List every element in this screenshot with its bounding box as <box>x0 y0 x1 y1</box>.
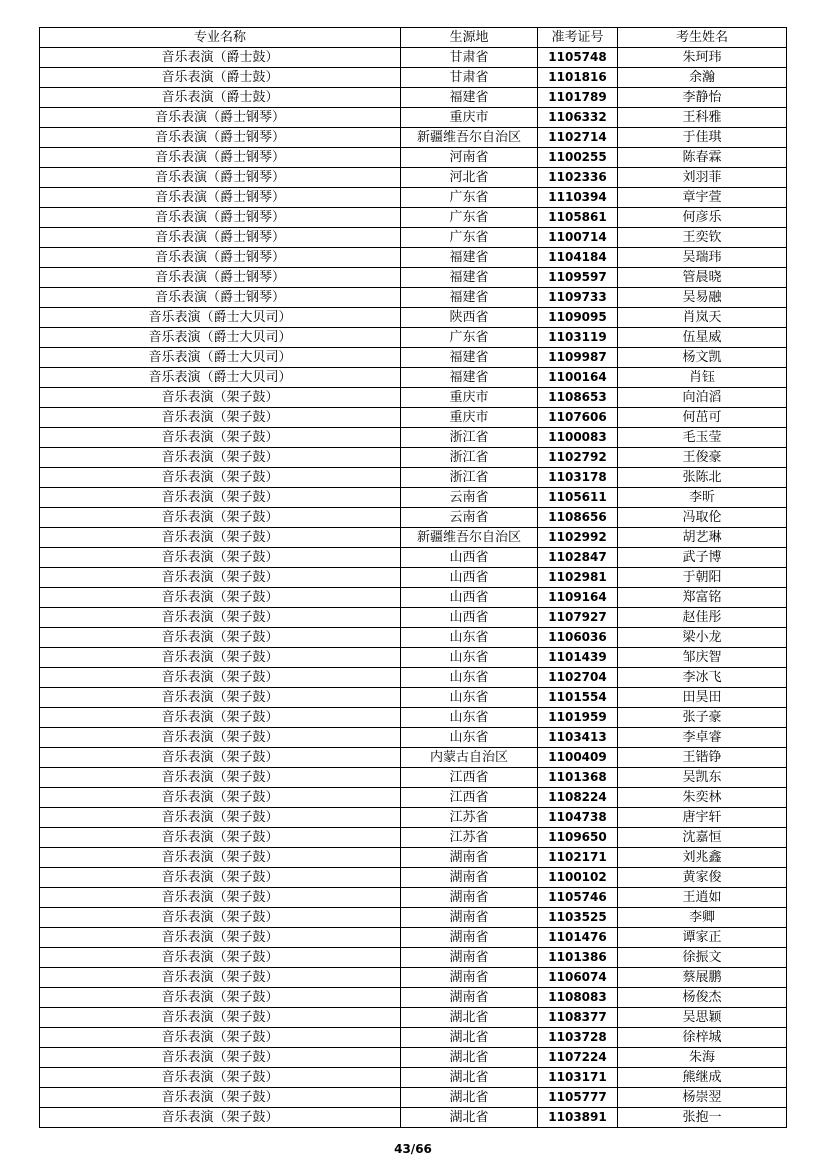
cell-exam-id: 1105611 <box>538 488 618 508</box>
table-body <box>40 48 787 1128</box>
cell-exam-id: 1103728 <box>538 1028 618 1048</box>
cell-major: 音乐表演（架子鼓） <box>40 768 401 788</box>
admission-list-table <box>39 27 787 1128</box>
cell-origin: 广东省 <box>401 228 538 248</box>
table-row <box>40 988 787 1008</box>
cell-major: 音乐表演（爵士钢琴） <box>40 148 401 168</box>
table-row <box>40 68 787 88</box>
cell-exam-id: 1101368 <box>538 768 618 788</box>
table-row <box>40 628 787 648</box>
cell-exam-id: 1102171 <box>538 848 618 868</box>
cell-name: 于朝阳 <box>618 568 787 588</box>
cell-name: 冯取伦 <box>618 508 787 528</box>
cell-major: 音乐表演（爵士钢琴） <box>40 248 401 268</box>
table-row <box>40 388 787 408</box>
cell-origin: 湖南省 <box>401 928 538 948</box>
cell-name: 肖钰 <box>618 368 787 388</box>
cell-name: 杨文凯 <box>618 348 787 368</box>
cell-origin: 湖北省 <box>401 1108 538 1128</box>
table-row <box>40 268 787 288</box>
cell-name: 胡艺琳 <box>618 528 787 548</box>
table-row <box>40 908 787 928</box>
table-row <box>40 768 787 788</box>
cell-major: 音乐表演（爵士大贝司） <box>40 348 401 368</box>
table-row <box>40 868 787 888</box>
cell-name: 管晨晓 <box>618 268 787 288</box>
cell-name: 张陈北 <box>618 468 787 488</box>
cell-major: 音乐表演（架子鼓） <box>40 448 401 468</box>
table-row <box>40 228 787 248</box>
cell-name: 何彦乐 <box>618 208 787 228</box>
cell-exam-id: 1105861 <box>538 208 618 228</box>
table-row <box>40 968 787 988</box>
table-row <box>40 128 787 148</box>
table-row <box>40 548 787 568</box>
cell-major: 音乐表演（爵士大贝司） <box>40 328 401 348</box>
cell-exam-id: 1103119 <box>538 328 618 348</box>
cell-major: 音乐表演（架子鼓） <box>40 428 401 448</box>
cell-name: 熊继成 <box>618 1068 787 1088</box>
cell-major: 音乐表演（爵士钢琴） <box>40 168 401 188</box>
table-row <box>40 148 787 168</box>
cell-major: 音乐表演（爵士钢琴） <box>40 128 401 148</box>
cell-origin: 甘肃省 <box>401 68 538 88</box>
cell-major: 音乐表演（架子鼓） <box>40 828 401 848</box>
table-header-row <box>40 28 787 48</box>
cell-origin: 新疆维吾尔自治区 <box>401 128 538 148</box>
cell-major: 音乐表演（架子鼓） <box>40 468 401 488</box>
cell-name: 朱珂玮 <box>618 48 787 68</box>
cell-exam-id: 1100714 <box>538 228 618 248</box>
cell-exam-id: 1100164 <box>538 368 618 388</box>
cell-origin: 湖北省 <box>401 1008 538 1028</box>
cell-exam-id: 1102792 <box>538 448 618 468</box>
cell-exam-id: 1102704 <box>538 668 618 688</box>
cell-origin: 福建省 <box>401 248 538 268</box>
cell-name: 谭家正 <box>618 928 787 948</box>
table-row <box>40 1028 787 1048</box>
cell-major: 音乐表演（架子鼓） <box>40 708 401 728</box>
cell-origin: 山东省 <box>401 648 538 668</box>
cell-major: 音乐表演（爵士钢琴） <box>40 108 401 128</box>
cell-exam-id: 1108224 <box>538 788 618 808</box>
cell-exam-id: 1102336 <box>538 168 618 188</box>
cell-origin: 湖北省 <box>401 1028 538 1048</box>
cell-exam-id: 1107927 <box>538 608 618 628</box>
cell-origin: 云南省 <box>401 508 538 528</box>
table-row <box>40 948 787 968</box>
cell-major: 音乐表演（爵士钢琴） <box>40 268 401 288</box>
table-row <box>40 588 787 608</box>
cell-origin: 山东省 <box>401 728 538 748</box>
cell-name: 邹庆智 <box>618 648 787 668</box>
cell-major: 音乐表演（爵士钢琴） <box>40 188 401 208</box>
cell-name: 毛玉莹 <box>618 428 787 448</box>
table-row <box>40 1008 787 1028</box>
cell-origin: 福建省 <box>401 348 538 368</box>
cell-exam-id: 1101789 <box>538 88 618 108</box>
cell-name: 李卿 <box>618 908 787 928</box>
cell-major: 音乐表演（架子鼓） <box>40 408 401 428</box>
table-row <box>40 928 787 948</box>
table-row <box>40 428 787 448</box>
cell-origin: 江西省 <box>401 768 538 788</box>
cell-major: 音乐表演（爵士钢琴） <box>40 288 401 308</box>
cell-name: 吴瑞玮 <box>618 248 787 268</box>
table-row <box>40 568 787 588</box>
cell-origin: 甘肃省 <box>401 48 538 68</box>
cell-origin: 湖南省 <box>401 968 538 988</box>
table-row <box>40 668 787 688</box>
cell-origin: 山西省 <box>401 548 538 568</box>
table-row <box>40 1068 787 1088</box>
table-row <box>40 1048 787 1068</box>
cell-name: 刘兆鑫 <box>618 848 787 868</box>
table-row <box>40 1108 787 1128</box>
cell-exam-id: 1106036 <box>538 628 618 648</box>
table-row <box>40 348 787 368</box>
cell-name: 刘羽菲 <box>618 168 787 188</box>
cell-exam-id: 1106332 <box>538 108 618 128</box>
cell-name: 章宇萱 <box>618 188 787 208</box>
cell-major: 音乐表演（爵士大贝司） <box>40 368 401 388</box>
cell-major: 音乐表演（架子鼓） <box>40 668 401 688</box>
cell-major: 音乐表演（架子鼓） <box>40 588 401 608</box>
cell-major: 音乐表演（架子鼓） <box>40 848 401 868</box>
cell-exam-id: 1103525 <box>538 908 618 928</box>
cell-name: 肖岚天 <box>618 308 787 328</box>
table-row <box>40 368 787 388</box>
cell-exam-id: 1101439 <box>538 648 618 668</box>
cell-major: 音乐表演（架子鼓） <box>40 1108 401 1128</box>
cell-name: 李卓睿 <box>618 728 787 748</box>
cell-name: 何茁可 <box>618 408 787 428</box>
cell-name: 唐宇轩 <box>618 808 787 828</box>
cell-exam-id: 1102981 <box>538 568 618 588</box>
cell-name: 吴思颖 <box>618 1008 787 1028</box>
cell-major: 音乐表演（架子鼓） <box>40 1088 401 1108</box>
cell-major: 音乐表演（架子鼓） <box>40 488 401 508</box>
cell-name: 李静怡 <box>618 88 787 108</box>
cell-major: 音乐表演（架子鼓） <box>40 648 401 668</box>
cell-major: 音乐表演（爵士鼓） <box>40 48 401 68</box>
cell-name: 田昊田 <box>618 688 787 708</box>
table-row <box>40 48 787 68</box>
cell-origin: 湖南省 <box>401 888 538 908</box>
cell-origin: 重庆市 <box>401 408 538 428</box>
cell-exam-id: 1100409 <box>538 748 618 768</box>
cell-origin: 福建省 <box>401 368 538 388</box>
cell-origin: 山西省 <box>401 588 538 608</box>
cell-exam-id: 1105746 <box>538 888 618 908</box>
cell-major: 音乐表演（架子鼓） <box>40 908 401 928</box>
cell-origin: 湖北省 <box>401 1068 538 1088</box>
table-row <box>40 608 787 628</box>
cell-major: 音乐表演（架子鼓） <box>40 868 401 888</box>
cell-exam-id: 1109987 <box>538 348 618 368</box>
table-row <box>40 208 787 228</box>
cell-name: 武子博 <box>618 548 787 568</box>
cell-name: 王锴铮 <box>618 748 787 768</box>
table-row <box>40 708 787 728</box>
cell-name: 李冰飞 <box>618 668 787 688</box>
cell-name: 徐梓城 <box>618 1028 787 1048</box>
cell-name: 张抱一 <box>618 1108 787 1128</box>
cell-exam-id: 1102847 <box>538 548 618 568</box>
cell-origin: 湖南省 <box>401 948 538 968</box>
cell-name: 郑富铭 <box>618 588 787 608</box>
cell-origin: 云南省 <box>401 488 538 508</box>
header-exam-id: 准考证号 <box>538 28 618 48</box>
cell-major: 音乐表演（架子鼓） <box>40 728 401 748</box>
cell-origin: 福建省 <box>401 268 538 288</box>
cell-origin: 山西省 <box>401 568 538 588</box>
cell-exam-id: 1101816 <box>538 68 618 88</box>
cell-major: 音乐表演（架子鼓） <box>40 568 401 588</box>
cell-origin: 山东省 <box>401 688 538 708</box>
cell-origin: 福建省 <box>401 288 538 308</box>
cell-major: 音乐表演（架子鼓） <box>40 888 401 908</box>
table-row <box>40 248 787 268</box>
cell-exam-id: 1106074 <box>538 968 618 988</box>
cell-exam-id: 1102992 <box>538 528 618 548</box>
table-row <box>40 788 787 808</box>
cell-name: 杨俊杰 <box>618 988 787 1008</box>
table-row <box>40 508 787 528</box>
cell-origin: 重庆市 <box>401 108 538 128</box>
cell-name: 王科雅 <box>618 108 787 128</box>
cell-name: 于佳琪 <box>618 128 787 148</box>
cell-exam-id: 1104184 <box>538 248 618 268</box>
cell-exam-id: 1109164 <box>538 588 618 608</box>
cell-exam-id: 1109095 <box>538 308 618 328</box>
cell-origin: 湖南省 <box>401 908 538 928</box>
cell-origin: 湖北省 <box>401 1088 538 1108</box>
table-row <box>40 408 787 428</box>
cell-name: 王逍如 <box>618 888 787 908</box>
cell-major: 音乐表演（架子鼓） <box>40 788 401 808</box>
cell-major: 音乐表演（架子鼓） <box>40 1008 401 1028</box>
cell-origin: 新疆维吾尔自治区 <box>401 528 538 548</box>
cell-origin: 重庆市 <box>401 388 538 408</box>
cell-origin: 山东省 <box>401 708 538 728</box>
cell-exam-id: 1109733 <box>538 288 618 308</box>
cell-name: 徐振文 <box>618 948 787 968</box>
cell-origin: 广东省 <box>401 208 538 228</box>
cell-origin: 河南省 <box>401 148 538 168</box>
cell-exam-id: 1110394 <box>538 188 618 208</box>
table-row <box>40 308 787 328</box>
cell-name: 梁小龙 <box>618 628 787 648</box>
table-row <box>40 728 787 748</box>
cell-origin: 湖南省 <box>401 848 538 868</box>
cell-major: 音乐表演（架子鼓） <box>40 548 401 568</box>
table-row <box>40 88 787 108</box>
cell-exam-id: 1108653 <box>538 388 618 408</box>
table-row <box>40 748 787 768</box>
cell-exam-id: 1100102 <box>538 868 618 888</box>
cell-origin: 内蒙古自治区 <box>401 748 538 768</box>
cell-name: 王奕钦 <box>618 228 787 248</box>
cell-major: 音乐表演（架子鼓） <box>40 1028 401 1048</box>
cell-major: 音乐表演（架子鼓） <box>40 1048 401 1068</box>
cell-name: 向泊滔 <box>618 388 787 408</box>
cell-origin: 浙江省 <box>401 428 538 448</box>
cell-name: 吴凯东 <box>618 768 787 788</box>
cell-major: 音乐表演（架子鼓） <box>40 748 401 768</box>
cell-exam-id: 1105777 <box>538 1088 618 1108</box>
cell-major: 音乐表演（架子鼓） <box>40 528 401 548</box>
header-name: 考生姓名 <box>618 28 787 48</box>
cell-major: 音乐表演（架子鼓） <box>40 808 401 828</box>
cell-origin: 浙江省 <box>401 448 538 468</box>
cell-name: 王俊豪 <box>618 448 787 468</box>
cell-exam-id: 1103178 <box>538 468 618 488</box>
table-row <box>40 488 787 508</box>
table-row <box>40 328 787 348</box>
cell-major: 音乐表演（架子鼓） <box>40 928 401 948</box>
cell-exam-id: 1109650 <box>538 828 618 848</box>
cell-origin: 河北省 <box>401 168 538 188</box>
cell-origin: 江苏省 <box>401 828 538 848</box>
cell-origin: 湖北省 <box>401 1048 538 1068</box>
cell-name: 赵佳彤 <box>618 608 787 628</box>
cell-name: 余瀚 <box>618 68 787 88</box>
cell-name: 杨崇翌 <box>618 1088 787 1108</box>
cell-major: 音乐表演（架子鼓） <box>40 508 401 528</box>
cell-name: 吴易融 <box>618 288 787 308</box>
table-row <box>40 828 787 848</box>
cell-origin: 湖南省 <box>401 988 538 1008</box>
cell-major: 音乐表演（架子鼓） <box>40 988 401 1008</box>
cell-exam-id: 1101959 <box>538 708 618 728</box>
table-row <box>40 108 787 128</box>
page-number: 43/66 <box>394 1142 432 1156</box>
cell-major: 音乐表演（架子鼓） <box>40 628 401 648</box>
cell-origin: 山西省 <box>401 608 538 628</box>
cell-exam-id: 1108656 <box>538 508 618 528</box>
cell-origin: 浙江省 <box>401 468 538 488</box>
table-row <box>40 468 787 488</box>
cell-name: 朱奕林 <box>618 788 787 808</box>
header-major: 专业名称 <box>40 28 401 48</box>
cell-name: 陈春霖 <box>618 148 787 168</box>
cell-name: 张子豪 <box>618 708 787 728</box>
table-row <box>40 1088 787 1108</box>
table-row <box>40 688 787 708</box>
cell-name: 李昕 <box>618 488 787 508</box>
cell-exam-id: 1104738 <box>538 808 618 828</box>
table-row <box>40 288 787 308</box>
cell-name: 朱海 <box>618 1048 787 1068</box>
cell-origin: 湖南省 <box>401 868 538 888</box>
cell-major: 音乐表演（爵士钢琴） <box>40 228 401 248</box>
cell-origin: 山东省 <box>401 668 538 688</box>
table-row <box>40 888 787 908</box>
cell-exam-id: 1103891 <box>538 1108 618 1128</box>
cell-major: 音乐表演（架子鼓） <box>40 608 401 628</box>
cell-exam-id: 1103413 <box>538 728 618 748</box>
cell-exam-id: 1101386 <box>538 948 618 968</box>
cell-exam-id: 1108083 <box>538 988 618 1008</box>
cell-exam-id: 1105748 <box>538 48 618 68</box>
cell-origin: 广东省 <box>401 328 538 348</box>
cell-exam-id: 1100255 <box>538 148 618 168</box>
cell-exam-id: 1102714 <box>538 128 618 148</box>
cell-origin: 江苏省 <box>401 808 538 828</box>
cell-major: 音乐表演（爵士鼓） <box>40 88 401 108</box>
cell-major: 音乐表演（爵士钢琴） <box>40 208 401 228</box>
cell-major: 音乐表演（爵士鼓） <box>40 68 401 88</box>
cell-major: 音乐表演（架子鼓） <box>40 1068 401 1088</box>
cell-exam-id: 1109597 <box>538 268 618 288</box>
cell-name: 黄家俊 <box>618 868 787 888</box>
cell-exam-id: 1107606 <box>538 408 618 428</box>
cell-major: 音乐表演（架子鼓） <box>40 688 401 708</box>
cell-exam-id: 1101554 <box>538 688 618 708</box>
cell-name: 沈嘉恒 <box>618 828 787 848</box>
table-row <box>40 168 787 188</box>
header-origin: 生源地 <box>401 28 538 48</box>
table-row <box>40 648 787 668</box>
cell-exam-id: 1100083 <box>538 428 618 448</box>
cell-origin: 山东省 <box>401 628 538 648</box>
table-row <box>40 448 787 468</box>
cell-major: 音乐表演（架子鼓） <box>40 948 401 968</box>
table-row <box>40 848 787 868</box>
cell-origin: 江西省 <box>401 788 538 808</box>
table-row <box>40 528 787 548</box>
cell-exam-id: 1107224 <box>538 1048 618 1068</box>
table-row <box>40 188 787 208</box>
cell-exam-id: 1101476 <box>538 928 618 948</box>
cell-name: 伍星威 <box>618 328 787 348</box>
table-row <box>40 808 787 828</box>
cell-exam-id: 1103171 <box>538 1068 618 1088</box>
cell-name: 蔡展鹏 <box>618 968 787 988</box>
cell-origin: 广东省 <box>401 188 538 208</box>
cell-major: 音乐表演（架子鼓） <box>40 968 401 988</box>
cell-origin: 陕西省 <box>401 308 538 328</box>
cell-major: 音乐表演（架子鼓） <box>40 388 401 408</box>
cell-exam-id: 1108377 <box>538 1008 618 1028</box>
cell-origin: 福建省 <box>401 88 538 108</box>
cell-major: 音乐表演（爵士大贝司） <box>40 308 401 328</box>
